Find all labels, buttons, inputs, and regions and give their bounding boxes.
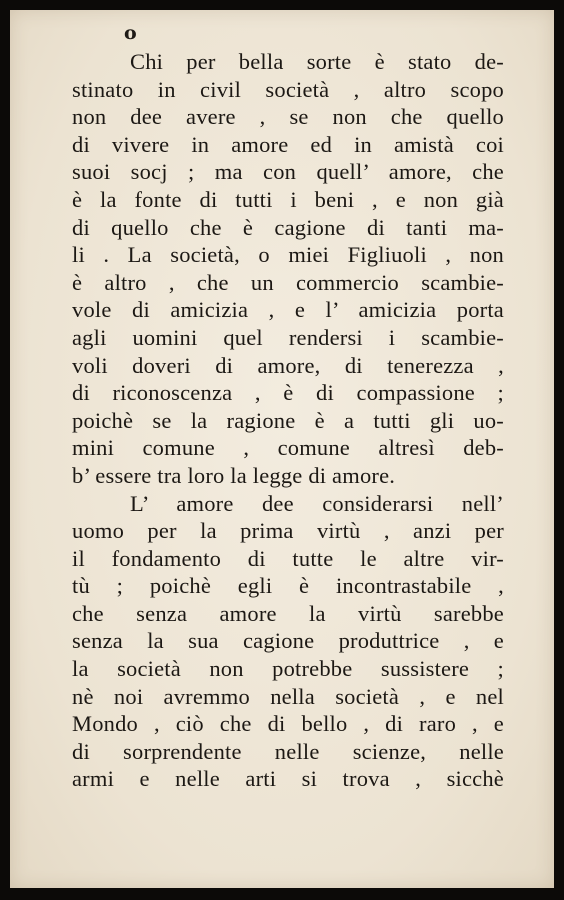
book-page: [10, 10, 554, 888]
text-line: è la fonte di tutti i beni , e non già: [72, 186, 504, 212]
text-line: li . La società, o miei Figliuoli , non: [72, 242, 504, 268]
text-line: armi e nelle arti si trova , sicchè: [72, 766, 504, 792]
text-line: stinato in civil società , altro scopo: [72, 76, 504, 102]
text-line: di riconoscenza , è di compassione ;: [72, 380, 504, 406]
text-line: non dee avere , se non che quello: [72, 104, 504, 130]
text-line: b’ essere tra loro la legge di amore.: [72, 462, 396, 488]
text-line: Chi per bella sorte è stato de-: [130, 49, 504, 74]
text-line: è altro , che un commercio scambie-: [72, 269, 504, 295]
signature-mark: o: [124, 22, 137, 44]
text-line: poichè se la ragione è a tutti gli uo-: [72, 407, 504, 433]
text-line: senza la sua cagione produttrice , e: [72, 628, 504, 654]
text-line: il fondamento di tutte le altre vir-: [72, 545, 504, 571]
text-line: nè noi avremmo nella società , e nel: [72, 683, 504, 709]
paragraph: [72, 490, 504, 794]
text-line: suoi socj ; ma con quell’ amore, che: [72, 159, 504, 185]
text-line: uomo per la prima virtù , anzi per: [72, 518, 504, 544]
text-line: la società non potrebbe sussistere ;: [72, 656, 504, 682]
text-line: vole di amicizia , e l’ amicizia porta: [72, 297, 504, 323]
text-line: voli doveri di amore, di tenerezza ,: [72, 352, 504, 378]
text-line: L’ amore dee considerarsi nell’: [130, 490, 504, 516]
page-body-text: [72, 48, 504, 793]
text-line: agli uomini quel rendersi i scambie-: [72, 324, 504, 350]
paragraph: [72, 48, 504, 490]
text-line: di vivere in amore ed in amistà coi: [72, 131, 504, 157]
text-line: di sorprendente nelle scienze, nelle: [72, 738, 504, 764]
text-line: Mondo , ciò che di bello , di raro , e: [72, 711, 504, 737]
text-line: tù ; poichè egli è incontrastabile ,: [72, 573, 504, 599]
text-line: che senza amore la virtù sarebbe: [72, 600, 504, 626]
text-line: mini comune , comune altresì deb-: [72, 435, 504, 461]
text-line: di quello che è cagione di tanti ma-: [72, 214, 504, 240]
